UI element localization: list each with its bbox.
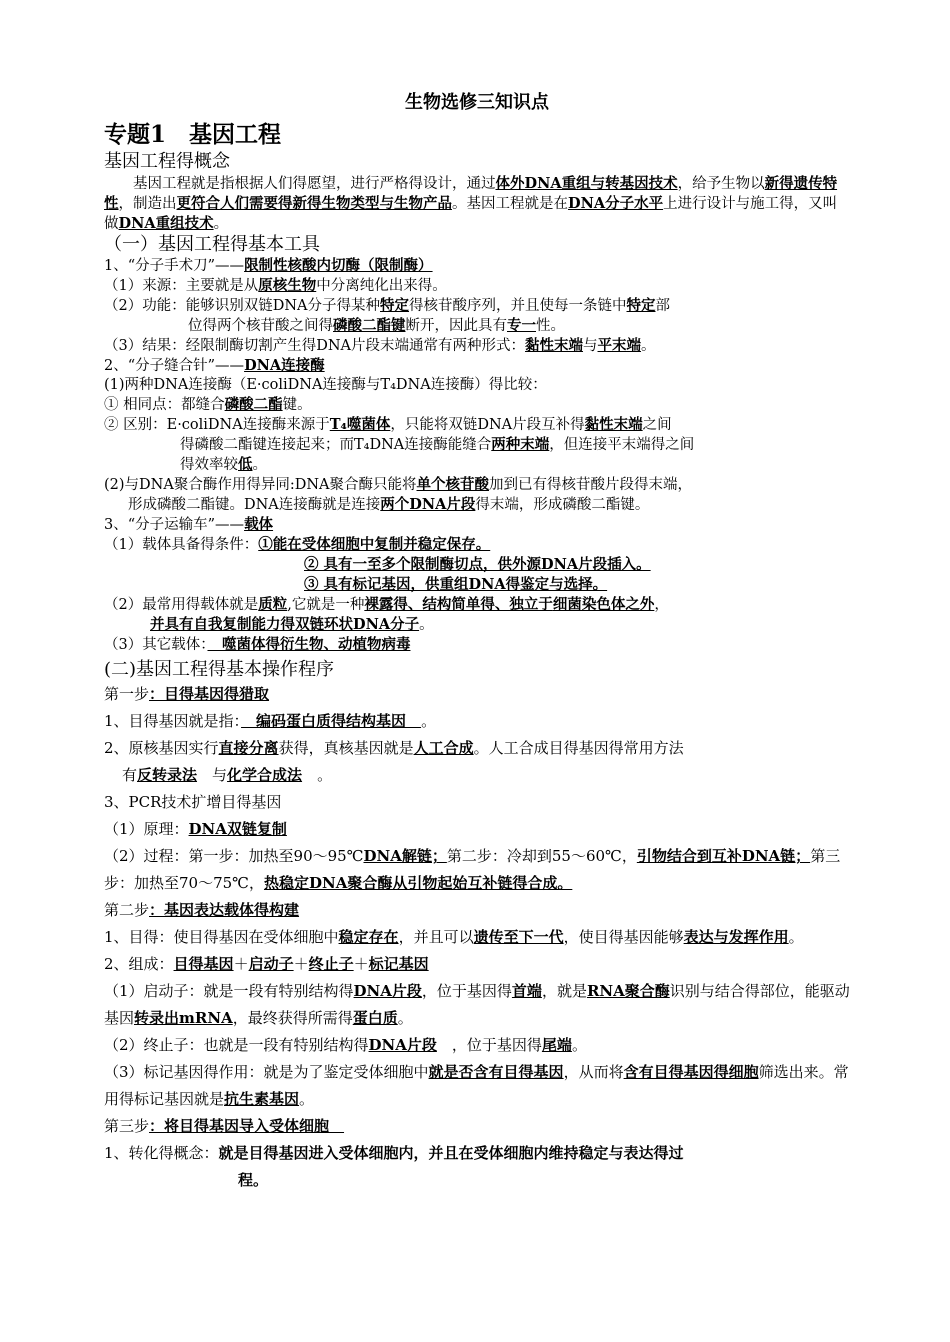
line-composition: 2、组成：目得基因＋启动子＋终止子＋标记基因 [104, 955, 429, 973]
line-pcr: 3、PCR技术扩增目得基因 [104, 793, 282, 811]
line-plasmid-cont: 并具有自我复制能力得双链环状DNA分子。 [150, 616, 434, 633]
document-page [104, 88, 850, 1194]
line-gene-acquire: 2、原核基因实行直接分离获得，真核基因就是人工合成。人工合成目得基因得常用方法 [104, 739, 684, 757]
line-marker-gene: （3）标记基因得作用：就是为了鉴定受体细胞中就是否含有目得基因，从而将含有目得基因得细胞筛选出来。常用得标记基因就是抗生素基因。 [104, 1063, 849, 1108]
line-function: （2）功能：能够识别双链DNA分子得某种特定得核苷酸序列，并且使每一条链中特定部 [104, 297, 671, 314]
line-source: （1）来源：主要就是从原核生物中分离纯化出来得。 [104, 277, 447, 294]
line-terminator: （2）终止子：也就是一段有特别结构得DNA片段 ，位于基因得尾端。 [104, 1036, 587, 1054]
line-target-gene: 1、目得基因就是指： 编码蛋白质得结构基因 。 [104, 712, 437, 730]
line-vector: 3、“分子运输车”——载体 [104, 516, 274, 533]
line-difference-cont: 得磷酸二酯键连接起来；而T₄DNA连接酶能缝合两种末端，但连接平末端得之间 [180, 436, 695, 453]
document-title: 生物选修三知识点 [405, 92, 549, 113]
line-polymerase-compare: (2)与DNA聚合酶作用得异同:DNA聚合酶只能将单个核苷酸加到已有得核苷酸片段得末端， [104, 476, 692, 493]
line-vector-cond-1: （1）载体具备得条件：①能在受体细胞中复制并稳定保存。 [104, 536, 491, 553]
line-pcr-principle: （1）原理：DNA双链复制 [104, 820, 287, 838]
line-transformation: 1、转化得概念：就是目得基因进入受体细胞内，并且在受体细胞内维持稳定与表达得过 [104, 1144, 684, 1162]
line-other-vectors: （3）其它载体： 噬菌体得衍生物、动植物病毒 [104, 636, 411, 653]
concept-heading: 基因工程得概念 [104, 151, 230, 172]
concept-paragraph: 基因工程就是指根据人们得愿望，进行严格得设计，通过体外DNA重组与转基因技术，给予生物以新得遗传特性，制造出更符合人们需要得新得生物类型与生物产品。基因工程就是在DNA分子水平上进行设计与施工得，又叫做DNA重组技术。 [104, 175, 838, 232]
line-pcr-process: （2）过程：第一步：加热至90～95℃DNA解链；第二步：冷却到55～60℃，引物结合到互补DNA链；第三步：加热至70～75℃，热稳定DNA聚合酶从引物起始互补链得合成。 [104, 847, 841, 892]
line-vector-cond-3: ③ 具有标记基因，供重组DNA得鉴定与选择。 [304, 576, 608, 593]
step-1-heading: 第一步：目得基因得猎取 [104, 685, 270, 703]
line-restriction-enzyme: 1、“分子手术刀”——限制性核酸内切酶（限制酶） [104, 257, 433, 274]
section-1-heading: （一）基因工程得基本工具 [104, 234, 320, 255]
line-ligase: 2、“分子缝合针”——DNA连接酶 [104, 357, 325, 374]
line-gene-acquire-cont: 有反转录法 与化学合成法 。 [122, 766, 333, 784]
line-ligase-compare: (1)两种DNA连接酶（E·coliDNA连接酶与T₄DNA连接酶）得比较： [104, 377, 547, 393]
line-purpose: 1、目得：使目得基因在受体细胞中稳定存在，并且可以遗传至下一代，使目得基因能够表达与发挥作用。 [104, 928, 804, 946]
line-vector-cond-2: ② 具有一至多个限制酶切点，供外源DNA片段插入。 [304, 556, 651, 573]
line-common: ① 相同点：都缝合磷酸二酯键。 [104, 396, 312, 413]
step-2-heading: 第二步：基因表达载体得构建 [104, 901, 300, 919]
topic-title: 专题1 基因工程 [104, 121, 282, 148]
line-function-cont: 位得两个核苷酸之间得磷酸二酯键断开，因此具有专一性。 [188, 317, 565, 334]
line-difference: ② 区别：E·coliDNA连接酶来源于T₄噬菌体，只能将双链DNA片段互补得黏性末端之间 [104, 416, 672, 433]
step-3-heading: 第三步：将目得基因导入受体细胞 [104, 1117, 345, 1135]
section-2-heading: (二)基因工程得基本操作程序 [104, 659, 335, 680]
line-transformation-cont: 程。 [238, 1171, 269, 1189]
line-polymerase-compare-cont: 形成磷酸二酯键。DNA连接酶就是连接两个DNA片段得末端，形成磷酸二酯键。 [128, 496, 650, 513]
line-result: （3）结果：经限制酶切割产生得DNA片段末端通常有两种形式：黏性末端与平末端。 [104, 337, 656, 354]
line-plasmid: （2）最常用得载体就是质粒,它就是一种裸露得、结构简单得、独立于细菌染色体之外， [104, 596, 669, 613]
line-promoter: （1）启动子：就是一段有特别结构得DNA片段，位于基因得首端，就是RNA聚合酶识别与结合得部位，能驱动基因转录出mRNA，最终获得所需得蛋白质。 [104, 982, 850, 1027]
line-difference-cont2: 得效率较低。 [180, 456, 267, 473]
